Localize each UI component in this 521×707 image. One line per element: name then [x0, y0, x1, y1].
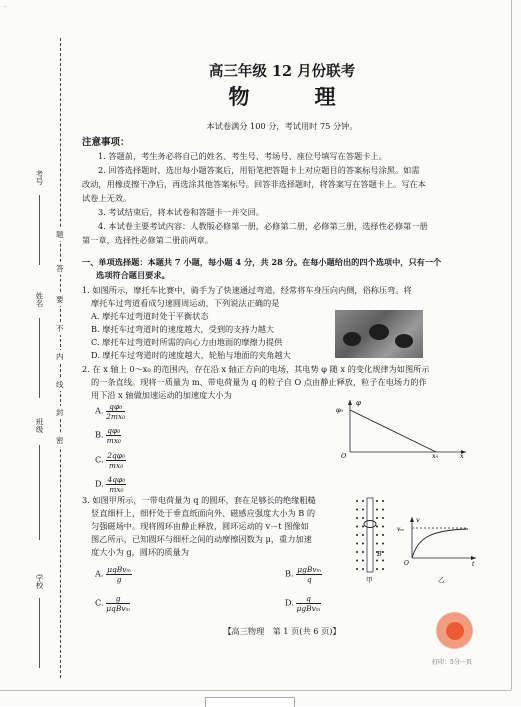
q3-stem-cont: 图乙所示，已知圆环与细杆之间的动摩擦因数为 μ，重力加速: [91, 534, 312, 544]
field-dot: [362, 551, 364, 553]
notice-item: 改动，用橡皮擦干净后，再选涂其他答案标号。回答非选择题时，将答案写在答题卡上。写在本: [82, 179, 426, 189]
q2-stem-cont: 的一条直线。现将一质量为 m、带电荷量为 q 的粒子自 O 点由静止释放，粒子在电场力的作: [91, 377, 427, 387]
section-heading-cont: 选项符合题目要求。: [96, 270, 170, 280]
q1-stem-cont: 摩托车过弯道看成匀速圆周运动，下列说法正确的是: [91, 298, 280, 308]
field-dot: [382, 560, 384, 562]
axis-v-label: v: [416, 516, 420, 524]
seal-char: 题: [56, 230, 64, 239]
q3-figure-jia: [352, 496, 388, 584]
field-dot: [376, 568, 378, 570]
q3-stem-cont: 匀强磁场中。现将圆环由静止释放，圆环运动的 v－t 图像如: [91, 521, 309, 531]
kaohao-blank: [39, 195, 40, 265]
exam-meta: 本试卷满分 100 分，考试用时 75 分钟。: [206, 121, 358, 131]
field-dot: [356, 560, 358, 562]
field-dot: [376, 500, 378, 502]
field-dot: [356, 543, 358, 545]
banji-label: 班级: [35, 418, 44, 433]
q2-phi-x-graph: [332, 396, 472, 458]
xuexiao-blank: [39, 598, 40, 668]
notice-item: 2. 回答选择题时，选出每小题答案后，用铅笔把答题卡上对应题目的答案标号涂黑。如需: [98, 165, 420, 175]
field-dot: [382, 568, 384, 570]
field-dot: [356, 500, 358, 502]
field-dot: [362, 500, 364, 502]
vm-label: vₘ: [397, 526, 405, 533]
seal-char: 密: [56, 436, 64, 445]
field-dot: [376, 560, 378, 562]
q1-stem: 1. 如图所示，摩托车比赛中，骑手为了快速通过弯道，经常将车身压向内侧，俗称压弯。将: [82, 285, 412, 295]
seal-char: 答: [56, 264, 64, 273]
notice-item: 第一章，选择性必修第二册前两章。: [82, 235, 214, 245]
motorcycle-photo: [335, 310, 423, 358]
graph-phi0-label: φ₀: [336, 406, 344, 414]
seal-char: 要: [56, 295, 64, 304]
fig-yi-label: 乙: [438, 576, 445, 584]
section-heading: 一、单项选择题：本题共 7 小题，每小题 4 分，共 28 分。在每小题给出的四个选项中，只有一个: [82, 257, 442, 267]
field-dot: [376, 526, 378, 528]
field-dot: [356, 534, 358, 536]
field-dot: [376, 534, 378, 536]
seal-char: 线: [56, 380, 64, 389]
field-dot: [382, 500, 384, 502]
print-watermark: 打印：5分一页: [432, 659, 472, 666]
field-dot: [356, 509, 358, 511]
axis-t-label: t: [472, 561, 475, 568]
exam-subject: 物 理: [228, 84, 358, 109]
graph-phi-label: φ: [356, 399, 361, 407]
q1-option-a: A. 摩托车过弯道时处于平衡状态: [91, 311, 209, 321]
field-dot: [362, 526, 364, 528]
seal-char: 内: [56, 352, 64, 361]
banji-blank: [39, 445, 40, 540]
corner-mark: ·: [4, 3, 7, 11]
q3-option-c: C. $\frac{g}{\text{μqBvₘ}}$: [95, 594, 131, 613]
xuexiao-label: 学校: [35, 574, 44, 589]
field-dot: [362, 517, 364, 519]
field-dot: [382, 526, 384, 528]
graph-x-label: x: [460, 452, 464, 458]
field-dot: [376, 517, 378, 519]
print-icon[interactable]: [446, 622, 464, 640]
exam-title: 高三年级 12 月份联考: [208, 63, 356, 80]
field-dot: [362, 560, 364, 562]
field-dot: [362, 568, 364, 570]
q3-stem-cont: 度大小为 g，圆环的质量为: [91, 547, 189, 557]
xingming-label: 姓名: [35, 292, 44, 307]
page-border-bottom: [0, 690, 511, 691]
q2-option-c: C. $\frac{\text{2qφ₀}}{\text{mx₀}}$: [95, 451, 126, 470]
field-dot: [356, 526, 358, 528]
field-dot: [382, 517, 384, 519]
notice-item: 3. 考试结束后，将本试卷和答题卡一并交回。: [98, 207, 264, 217]
field-dot: [376, 509, 378, 511]
q3-option-a: A. $\frac{\text{μqBvₘ}}{g}$: [95, 565, 132, 584]
xingming-blank: [39, 318, 40, 398]
field-dot: [356, 551, 358, 553]
field-dot: [362, 509, 364, 511]
q3-option-b: B. $\frac{\text{μgBvₘ}}{q}$: [285, 565, 322, 584]
q3-stem-cont: 竖直细杆上，细杆处于垂直纸面向外、磁感应强度大小为 B 的: [91, 508, 316, 518]
q2-stem: 2. 在 x 轴上 0～x₀ 的范围内，存在沿 x 轴正方向的电场，其电势 φ 随 x 的变化规律为如图所示: [82, 364, 430, 374]
q3-stem: 3. 如图甲所示，一带电荷量为 q 的圆环，套在足够长的绝缘粗糙: [82, 495, 316, 505]
kaohao-label: 考号: [35, 170, 44, 185]
q2-option-b: B. $\frac{\text{qφ₀}}{\text{mx₀}}$: [95, 426, 121, 445]
notice-item: 1. 答题前，考生务必将自己的姓名、考生号、考场号、座位号填写在答题卡上。: [98, 151, 387, 161]
graph-x0-label: x₀: [432, 452, 439, 458]
field-dot: [382, 534, 384, 536]
field-dot: [362, 543, 364, 545]
graph-origin-label: O: [341, 452, 347, 458]
notice-item: 4. 本试卷主要考试内容：人教版必修第一册，必修第二册，必修第三册，选择性必修第一册: [98, 221, 428, 231]
notice-item: 试卷上无效。: [82, 193, 132, 203]
q3-figure-yi: [396, 514, 480, 586]
page-footer: 【高三物理 第 1 页(共 6 页)】: [223, 626, 341, 636]
q2-stem-cont: 用下沿 x 轴做加速运动的加速度大小为: [91, 390, 232, 400]
field-dot: [382, 509, 384, 511]
field-dot: [376, 543, 378, 545]
seal-char: 封: [56, 408, 64, 417]
notice-heading: 注意事项：: [82, 137, 130, 148]
q1-option-b: B. 摩托车过弯道时的速度越大，受到的支持力越大: [91, 324, 275, 334]
origin-label: O: [404, 560, 409, 567]
q2-option-d: D. $\frac{\text{4qφ₀}}{\text{mx₀}}$: [95, 475, 126, 494]
page-border-right: [511, 0, 512, 690]
field-b-label: B: [377, 550, 382, 558]
fig-jia-label: 甲: [366, 576, 373, 584]
q3-option-d: D. $\frac{q}{\text{μgBvₘ}}$: [285, 594, 321, 613]
q2-option-a: A. $\frac{\text{qφ₀}}{\text{2mx₀}}$: [95, 402, 126, 421]
field-dot: [362, 534, 364, 536]
field-dot: [382, 551, 384, 553]
q1-option-c: C. 摩托车过弯道时所需的向心力由地面的摩擦力提供: [91, 337, 283, 347]
field-dot: [356, 568, 358, 570]
field-dot: [356, 517, 358, 519]
q1-option-d: D. 摩托车过弯道时的速度越大，轮胎与地面的夹角越大: [91, 350, 291, 360]
field-dot: [382, 543, 384, 545]
seal-char: 不: [56, 324, 64, 333]
